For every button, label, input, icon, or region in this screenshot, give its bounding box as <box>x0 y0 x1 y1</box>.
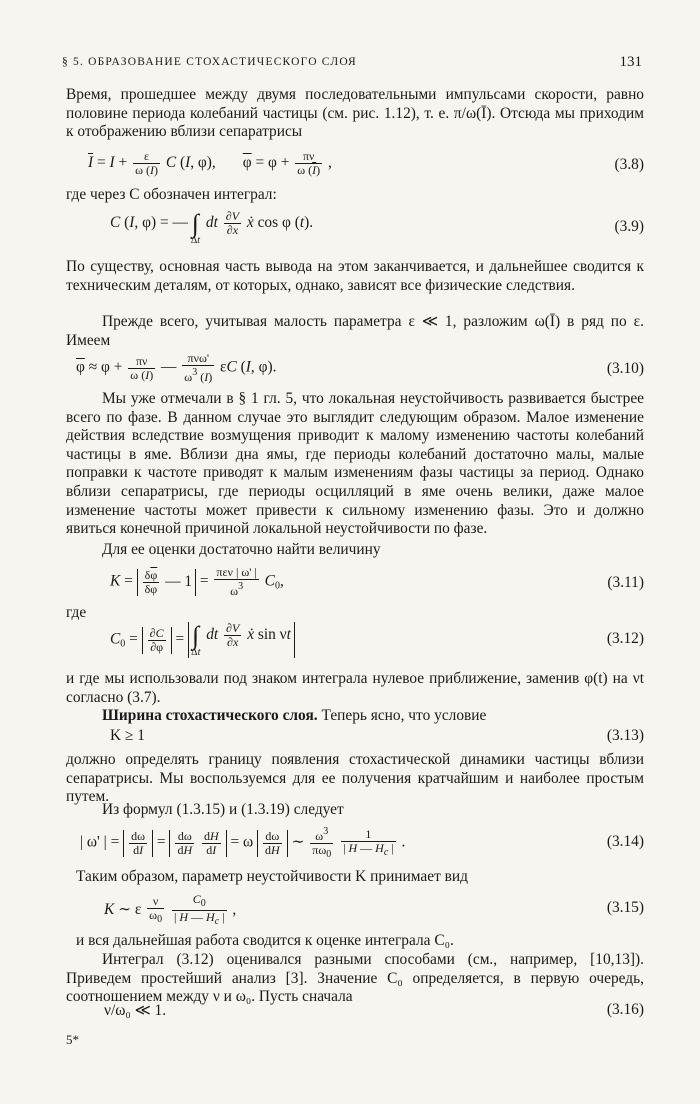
equation-3-14 <box>66 823 644 859</box>
page-number: 131 <box>619 54 642 70</box>
paragraph-further-work: и вся дальнейшая работа сводится к оценке интеграла C₀. <box>76 932 454 949</box>
equation-number: (3.12) <box>606 630 644 647</box>
paragraph-parameter: Таким образом, параметр неустойчивости K принимает вид <box>76 868 468 885</box>
signature-mark: 5* <box>66 1032 79 1047</box>
equation-3-13 <box>66 727 644 749</box>
equation-3-12-body: $C_0$ = $\frac{\partial C}{\partial\varphi}$ = ∫Δt dt $\frac{\partial V}{\partial x}$ ẋ sin νt <box>110 622 295 658</box>
paragraph-layer-width <box>66 707 644 726</box>
equation-3-9 <box>66 206 644 250</box>
paragraph-essence: По существу, основная часть вывода на этом заканчивается, и дальнейшее сводится к техническим деталям, от которых, однако, зависят все физические следствия. <box>66 258 644 294</box>
equation-number: (3.16) <box>606 1001 644 1018</box>
paragraph-instability: Мы уже отмечали в § 1 гл. 5, что локальная неустойчивость развивается быстрее всего по фазе. В данном случае это выглядит следующим образом. Малое изменение действия вследствие возмущения приводит к малому изменению частоты колебаний частицы в яме. Вблизи дна ямы, где периоды колебаний достаточно малы, малые поправки к частоте приводят к малым изменениям фазы частицы за период. Однако вблизи сепаратрисы, где периоды осцилляций в яме очень велики, даже малое изменение частоты может привести к сильному изменению фазы. Это и должно явиться конечной причиной локальной неустойчивости по фазе. <box>66 390 644 538</box>
equation-3-15 <box>66 889 644 927</box>
equation-3-13-body: K ≥ 1 <box>110 727 145 744</box>
paragraph-boundary: должно определять границу появления стохастической динамики частицы вблизи сепаратрисы. Мы воспользуемся для ее получения кратчайшим и наиболее простым путем. <box>66 751 644 806</box>
equation-3-8 <box>66 146 644 182</box>
page-header <box>62 54 642 74</box>
section-heading: Ширина стохастического слоя. <box>102 707 318 724</box>
equation-number: (3.8) <box>614 156 644 173</box>
equation-3-10 <box>66 350 644 384</box>
equation-3-11 <box>66 562 644 602</box>
paragraph-where: где <box>66 604 87 621</box>
equation-3-8-body: $\overline{I} = I$ + $\frac{\varepsilon}{\omega (I)}$ C (I, φ), $\overline{\varphi} = \varphi$ + $\frac{\pi\nu}{\omega (\overline{I})}$ , <box>88 149 332 177</box>
equation-3-10-body: $\overline{\varphi} \approx \varphi$ + $\frac{\pi\nu}{\omega (I)}$ — $\frac{\text{πνω'}}{\omega^3 (I)}$ εC (I, φ). <box>76 351 277 384</box>
equation-number: (3.9) <box>614 218 644 235</box>
equation-number: (3.11) <box>607 574 644 591</box>
equation-3-16-body: ν/ω₀ ≪ 1. <box>104 1002 167 1019</box>
paragraph-intro: Время, прошедшее между двумя последовательными импульсами скорости, равно половине периода колебаний частицы (см. рис. 1.12), т. е. π/ω(Ī). Отсюда мы приходим к отображению вблизи сепаратрисы <box>66 86 644 141</box>
equation-number: (3.13) <box>606 727 644 744</box>
running-head: § 5. ОБРАЗОВАНИЕ СТОХАСТИЧЕСКОГО СЛОЯ <box>62 56 357 68</box>
paragraph-integral-def: где через C обозначен интеграл: <box>66 186 277 203</box>
paragraph-layer-width-text: Теперь ясно, что условие <box>321 707 487 724</box>
equation-3-11-body: K = $\frac{\delta\overline{\varphi}}{\delta\varphi}$ — 1 = $\frac{\text{πεν | ω' |}}{\omega^3}$ $C_0$, <box>110 565 284 598</box>
paragraph-integral-estimates: Интеграл (3.12) оценивался разными способами (см., например, [10,13]). Приведем простейший анализ [3]. Значение C₀ определяется, в первую очередь, соотношением между ν и ω₀. Пусть сначала <box>66 951 644 1006</box>
paragraph-formulas: Из формул (1.3.15) и (1.3.19) следует <box>102 801 344 818</box>
paragraph-zero-approx: и где мы использовали под знаком интеграла нулевое приближение, заменив φ(t) на νt согласно (3.7). <box>66 670 644 706</box>
equation-3-9-body: C (I, φ) = — ∫Δt dt $\frac{\partial V}{\partial x}$ ẋ cos φ (t). <box>110 208 314 247</box>
equation-3-12 <box>66 618 644 664</box>
equation-3-16 <box>66 1001 644 1023</box>
paragraph-expansion: Прежде всего, учитывая малость параметра ε ≪ 1, разложим ω(Ī) в ряд по ε. Имеем <box>66 313 644 349</box>
equation-number: (3.14) <box>606 833 644 850</box>
equation-3-14-body: | ω' | = $\frac{d\omega}{dI}$ = $\frac{d\omega}{dH}$ $\frac{dH}{dI}$ = ω $\frac{d\omega}{dH}$ ∼ $\frac{\omega^3}{\pi\omega_0}$ $\frac{1}{| H — H_c |}$ . <box>80 826 406 860</box>
paragraph-estimate: Для ее оценки достаточно найти величину <box>102 541 381 558</box>
equation-number: (3.10) <box>606 360 644 377</box>
equation-3-15-body: K ∼ ε $\frac{\nu}{\omega_0}$ $\frac{C_0}{| H — H_c |}$ , <box>104 892 237 927</box>
equation-number: (3.15) <box>606 899 644 916</box>
